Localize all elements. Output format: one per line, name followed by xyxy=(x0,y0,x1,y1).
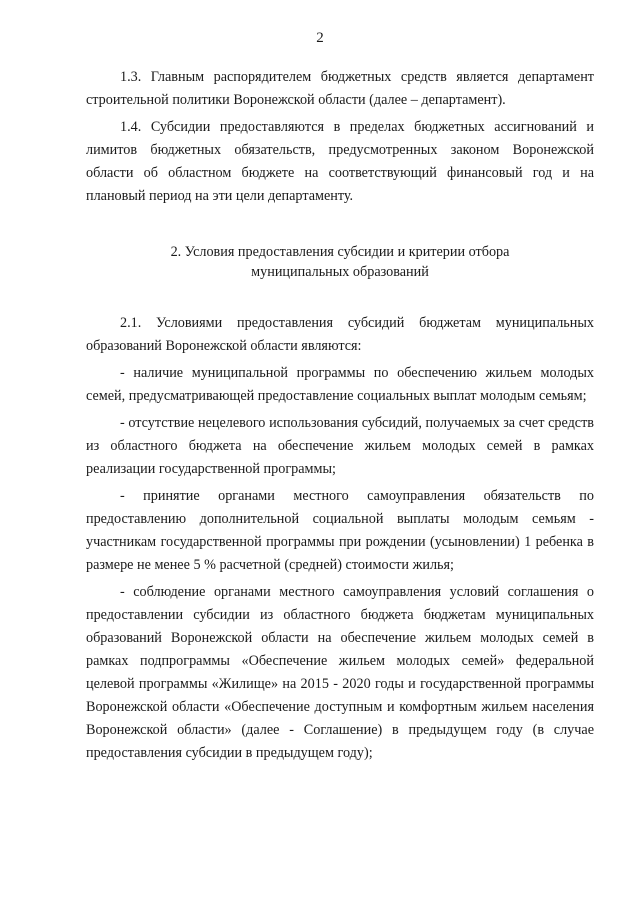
section-heading-line-2: муниципальных образований xyxy=(251,264,429,280)
paragraph-1-4: 1.4. Субсидии предоставляются в пределах бюджетных ассигнований и лимитов бюджетных обязательств, предусмотренных законом Воронежской области об областном бюджете на соответствующий финансовый год и на плановый период на эти цели департаменту. xyxy=(86,119,594,204)
condition-item-program: - наличие муниципальной программы по обеспечению жильем молодых семей, предусматривающей предоставление социальных выплат молодым семьям; xyxy=(86,365,594,404)
condition-item-no-misuse: - отсутствие нецелевого использования субсидий, получаемых за счет средств из областного бюджета на обеспечение жильем молодых семей в рамках реализации государственной программы; xyxy=(86,415,594,477)
document-body xyxy=(86,66,594,769)
page-number: 2 xyxy=(316,30,324,46)
section-heading xyxy=(126,242,554,282)
condition-item-agreement-compliance: - соблюдение органами местного самоуправления условий соглашения о предоставлении субсидии из областного бюджета бюджетам муниципальных образований Воронежской области на обеспечение жильем молодых семей в рамках подпрограммы «Обеспечение жильем молодых семей» федеральной целевой программы «Жилище» на 2015 - 2020 годы и государственной программы Воронежской области «Обеспечение доступным и комфортным жильем населения Воронежской области» (далее - Соглашение) в предыдущем году (в случае предоставления субсидии в предыдущем году); xyxy=(86,584,594,761)
section-heading-line-1: 2. Условия предоставления субсидии и критерии отбора xyxy=(170,244,510,260)
paragraph-2-1: 2.1. Условиями предоставления субсидий бюджетам муниципальных образований Воронежской области являются: xyxy=(86,315,594,354)
paragraph-1-3: 1.3. Главным распорядителем бюджетных средств является департамент строительной политики Воронежской области (далее – департамент). xyxy=(86,69,594,108)
condition-item-additional-payment: - принятие органами местного самоуправления обязательств по предоставлению дополнительной социальной выплаты молодым семьям - участникам государственной программы при рождении (усыновлении) 1 ребенка в размере не менее 5 % расчетной (средней) стоимости жилья; xyxy=(86,488,594,573)
